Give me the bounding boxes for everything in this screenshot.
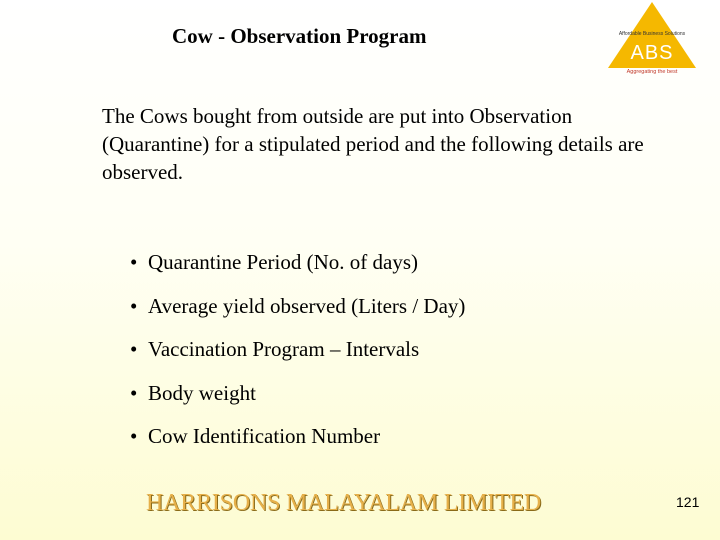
logo-top-text: Affordable Business Solutions	[618, 31, 686, 37]
bullet-icon: •	[130, 250, 138, 274]
bullet-icon: •	[130, 293, 138, 318]
list-item: • Body weight	[130, 380, 256, 405]
list-item: • Vaccination Program – Intervals	[130, 337, 420, 361]
bullet-icon: •	[130, 337, 138, 361]
list-item: • Average yield observed (Liters / Day)	[130, 293, 466, 318]
list-item: • Quarantine Period (No. of days)	[130, 250, 419, 274]
company-footer: HARRISONS MALAYALAM LIMITED	[146, 490, 542, 516]
observation-list	[130, 248, 465, 466]
list-item: • Cow Identification Number	[130, 424, 381, 448]
page-number: 121	[676, 494, 700, 510]
slide-title: Cow - Observation Program	[172, 24, 427, 48]
bullet-icon: •	[130, 380, 138, 405]
logo-mark: ABS	[630, 42, 674, 64]
bullet-icon: •	[130, 424, 138, 448]
abs-logo	[606, 2, 698, 76]
intro-paragraph: The Cows bought from outside are put into Observation (Quarantine) for a stipulated period and the following details are observed.	[102, 104, 644, 184]
logo-tagline: Aggregating the best	[626, 69, 678, 75]
